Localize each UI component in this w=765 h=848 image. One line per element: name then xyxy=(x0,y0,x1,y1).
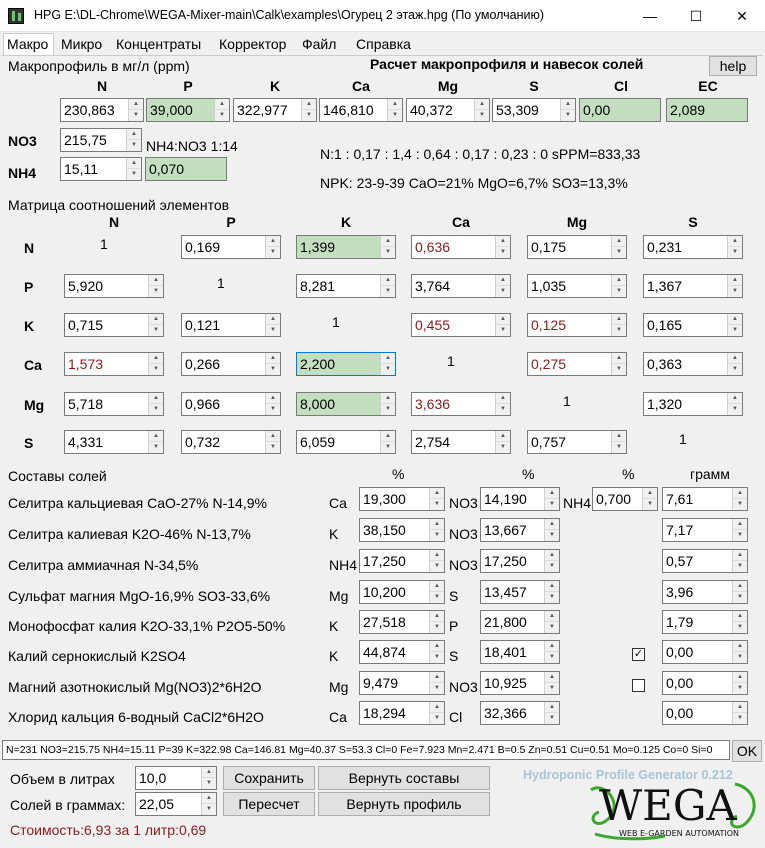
salt-value1-0-arrows[interactable]: ▲ ▼ xyxy=(429,488,444,510)
macro-header-0: N xyxy=(96,78,108,94)
salt-value2-1-arrows[interactable]: ▲ ▼ xyxy=(544,519,559,541)
salt-value1-2-value: 17,250 xyxy=(363,553,406,569)
pct-header-1: % xyxy=(392,466,405,482)
matrix-cell-0-3[interactable] xyxy=(411,235,511,259)
matrix-cell-1-3[interactable] xyxy=(411,274,511,298)
matrix-cell-2-5-value: 0,165 xyxy=(647,317,683,333)
macro-header-4: Mg xyxy=(437,78,459,94)
matrix-row-header-5: S xyxy=(24,435,34,451)
app-icon xyxy=(8,8,24,24)
matrix-cell-1-2-value: 8,281 xyxy=(300,278,336,294)
matrix-row-header-0: N xyxy=(24,240,35,256)
tab-micro[interactable]: Микро xyxy=(61,36,103,52)
matrix-cell-4-3-value: 3,636 xyxy=(415,396,451,412)
matrix-cell-1-4-arrows[interactable]: ▲ ▼ xyxy=(611,275,626,297)
matrix-cell-2-4-value: 0,125 xyxy=(531,317,567,333)
matrix-cell-4-1[interactable] xyxy=(181,392,281,416)
salt-value2-4-arrows[interactable]: ▲ ▼ xyxy=(544,611,559,633)
matrix-cell-3-1[interactable] xyxy=(181,352,281,376)
salt-value2-7-value: 32,366 xyxy=(484,705,527,721)
salt-value3-0-value: 0,700 xyxy=(596,491,632,507)
matrix-cell-3-2[interactable] xyxy=(296,352,396,376)
salt-value1-1[interactable] xyxy=(359,518,445,542)
salt-value2-2-value: 17,250 xyxy=(484,553,527,569)
salt-name-3: Сульфат магния MgO-16,9% SO3-33,6% xyxy=(8,588,271,604)
close-button[interactable]: ✕ xyxy=(736,8,748,24)
salt-value2-6-value: 10,925 xyxy=(484,675,527,691)
salt-value2-0-value: 14,190 xyxy=(484,491,527,507)
matrix-cell-3-1-arrows[interactable]: ▲ ▼ xyxy=(265,353,280,375)
matrix-cell-1-4-value: 1,035 xyxy=(531,278,567,294)
calc-heading: Расчет макропрофиля и навесок солей xyxy=(370,56,644,72)
salt-grams-4-arrows[interactable]: ▲ ▼ xyxy=(732,611,747,633)
salts-grams-label: Солей в граммах: xyxy=(10,797,126,813)
nh4-label: NH4 xyxy=(8,165,37,181)
salt-value1-3-value: 10,200 xyxy=(363,584,406,600)
wega-logo-subtitle: WEB E-GARDEN AUTOMATION xyxy=(619,829,739,838)
restore-profile-button[interactable]: Вернуть профиль xyxy=(318,792,490,816)
macro-value-4-arrows[interactable]: ▲ ▼ xyxy=(474,99,489,121)
matrix-cell-5-3-arrows[interactable]: ▲ ▼ xyxy=(495,431,510,453)
volume-label: Объем в литрах xyxy=(10,771,115,787)
salt-value2-5-arrows[interactable]: ▲ ▼ xyxy=(544,641,559,663)
macro-value-2-value: 322,977 xyxy=(237,102,288,118)
salt-element2-7: Cl xyxy=(449,709,463,725)
salt-grams-4-value: 1,79 xyxy=(666,614,694,630)
matrix-cell-5-0-value: 4,331 xyxy=(68,434,104,450)
salt-value2-3-arrows[interactable]: ▲ ▼ xyxy=(544,581,559,603)
matrix-cell-2-3[interactable] xyxy=(411,313,511,337)
salt-value2-4[interactable] xyxy=(480,610,560,634)
salt-element1-0: Ca xyxy=(329,495,347,511)
matrix-label: Матрица соотношений элементов xyxy=(8,197,230,213)
macro-value-2[interactable] xyxy=(233,98,317,122)
matrix-cell-5-2-arrows[interactable]: ▲ ▼ xyxy=(380,431,395,453)
macro-value-0-value: 230,863 xyxy=(64,102,115,118)
restore-compositions-button[interactable]: Вернуть составы xyxy=(318,766,490,790)
salt-value1-3[interactable] xyxy=(359,580,445,604)
gram-header: грамм xyxy=(690,466,730,482)
matrix-cell-0-1-value: 0,169 xyxy=(185,239,221,255)
matrix-cell-3-2-arrows[interactable]: ▲ ▼ xyxy=(380,353,395,375)
matrix-cell-5-4-value: 0,757 xyxy=(531,434,567,450)
salt-value1-5-arrows[interactable]: ▲ ▼ xyxy=(429,641,444,663)
matrix-cell-4-1-value: 0,966 xyxy=(185,396,221,412)
matrix-col-header-5: S xyxy=(688,214,698,230)
maximize-button[interactable]: ☐ xyxy=(689,8,703,24)
salt-grams-6-value: 0,00 xyxy=(666,675,694,691)
matrix-diagonal-4: 1 xyxy=(563,393,571,409)
macro-header-1: P xyxy=(183,78,193,94)
matrix-cell-5-2[interactable] xyxy=(296,430,396,454)
salt-grams-1-value: 7,17 xyxy=(666,522,694,538)
salt-value2-2-arrows[interactable]: ▲ ▼ xyxy=(544,550,559,572)
matrix-cell-4-3-arrows[interactable]: ▲ ▼ xyxy=(495,393,510,415)
matrix-diagonal-2: 1 xyxy=(332,314,340,330)
matrix-cell-2-5[interactable] xyxy=(643,313,743,337)
matrix-cell-5-0[interactable] xyxy=(64,430,164,454)
salt-grams-2[interactable] xyxy=(662,549,748,573)
salt-grams-0[interactable] xyxy=(662,487,748,511)
matrix-col-header-0: N xyxy=(108,214,120,230)
salt-value2-3-value: 13,457 xyxy=(484,584,527,600)
matrix-row-header-1: P xyxy=(24,279,34,295)
matrix-cell-1-5-arrows[interactable]: ▲ ▼ xyxy=(727,275,742,297)
macro-value-1-arrows[interactable]: ▲ ▼ xyxy=(214,99,229,121)
matrix-cell-4-2-arrows[interactable]: ▲ ▼ xyxy=(380,393,395,415)
matrix-diagonal-5: 1 xyxy=(679,431,687,447)
title-bar xyxy=(0,0,765,32)
matrix-cell-0-3-arrows[interactable]: ▲ ▼ xyxy=(495,236,510,258)
salt-grams-7-value: 0,00 xyxy=(666,705,694,721)
matrix-cell-0-5-value: 0,231 xyxy=(647,239,683,255)
salt-value1-5-value: 44,874 xyxy=(363,644,406,660)
matrix-cell-4-5-arrows[interactable]: ▲ ▼ xyxy=(727,393,742,415)
salt-grams-0-arrows[interactable]: ▲ ▼ xyxy=(732,488,747,510)
salt-grams-5-value: 0,00 xyxy=(666,644,694,660)
matrix-cell-1-3-value: 3,764 xyxy=(415,278,451,294)
cost-label: Стоимость:6,93 за 1 литр:0,69 xyxy=(10,822,207,838)
salt-value2-5-value: 18,401 xyxy=(484,644,527,660)
matrix-cell-3-5[interactable] xyxy=(643,352,743,376)
salt-grams-6-arrows[interactable]: ▲ ▼ xyxy=(732,672,747,694)
matrix-cell-5-1-value: 0,732 xyxy=(185,434,221,450)
salt-element2-2: NO3 xyxy=(449,557,478,573)
matrix-cell-3-0[interactable] xyxy=(64,352,164,376)
matrix-cell-3-4[interactable] xyxy=(527,352,627,376)
matrix-cell-0-2-value: 1,399 xyxy=(300,239,336,255)
salt-value2-0[interactable] xyxy=(480,487,560,511)
macro-value-1[interactable] xyxy=(146,98,230,122)
no3-label: NO3 xyxy=(8,133,37,149)
salt-element1-2: NH4 xyxy=(329,557,358,573)
matrix-cell-5-3[interactable] xyxy=(411,430,511,454)
matrix-cell-1-0-arrows[interactable]: ▲ ▼ xyxy=(148,275,163,297)
tab-macro[interactable]: Макро xyxy=(3,33,54,56)
salt-element1-1: K xyxy=(329,526,339,542)
salt-value2-6[interactable] xyxy=(480,671,560,695)
minimize-button[interactable]: — xyxy=(643,8,657,24)
salts-label: Составы солей xyxy=(8,468,107,484)
version-label: Hydroponic Profile Generator 0.212 xyxy=(523,768,733,782)
matrix-cell-5-3-value: 2,754 xyxy=(415,434,451,450)
matrix-cell-0-5-arrows[interactable]: ▲ ▼ xyxy=(727,236,742,258)
matrix-cell-0-3-value: 0,636 xyxy=(415,239,451,255)
pct-header-3: % xyxy=(622,466,635,482)
volume-spin[interactable]: 10,0 ▲ ▼ xyxy=(135,766,217,790)
help-button[interactable]: help xyxy=(709,56,757,76)
matrix-cell-1-3-arrows[interactable]: ▲ ▼ xyxy=(495,275,510,297)
macro-value-4-value: 40,372 xyxy=(410,102,453,118)
matrix-cell-4-0-arrows[interactable]: ▲ ▼ xyxy=(148,393,163,415)
macro-header-6: Cl xyxy=(614,78,628,94)
tab-help[interactable]: Справка xyxy=(356,36,411,52)
salt-value1-0[interactable] xyxy=(359,487,445,511)
matrix-cell-5-4[interactable] xyxy=(527,430,627,454)
macro-value-4[interactable] xyxy=(406,98,490,122)
wega-logo xyxy=(585,776,763,844)
npk-line: NPK: 23-9-39 CaO=21% MgO=6,7% SO3=13,3% xyxy=(320,175,628,191)
salt-name-4: Монофосфат калия K2O-33,1% P2O5-50% xyxy=(8,618,286,634)
matrix-cell-5-2-value: 6,059 xyxy=(300,434,336,450)
matrix-cell-4-2-value: 8,000 xyxy=(300,396,336,412)
salt-grams-1-arrows[interactable]: ▲ ▼ xyxy=(732,519,747,541)
matrix-cell-4-1-arrows[interactable]: ▲ ▼ xyxy=(265,393,280,415)
salt-element1-7: Ca xyxy=(329,709,347,725)
salt-name-5: Калий сернокислый K2SO4 xyxy=(8,648,186,664)
matrix-cell-2-0-arrows[interactable]: ▲ ▼ xyxy=(148,314,163,336)
matrix-cell-1-2-arrows[interactable]: ▲ ▼ xyxy=(380,275,395,297)
salt-grams-3-arrows[interactable]: ▲ ▼ xyxy=(732,581,747,603)
ratio-line: N:1 : 0,17 : 1,4 : 0,64 : 0,17 : 0,23 : 0 sPPM=833,33 xyxy=(320,146,641,162)
matrix-cell-3-5-value: 0,363 xyxy=(647,356,683,372)
wega-logo-text: WEGA xyxy=(599,781,737,830)
salt-value2-1[interactable] xyxy=(480,518,560,542)
salt-value2-7-arrows[interactable]: ▲ ▼ xyxy=(544,702,559,724)
nh4-ratio-field[interactable]: 0,070 xyxy=(145,157,227,181)
matrix-diagonal-1: 1 xyxy=(217,275,225,291)
tab-file[interactable]: Файл xyxy=(302,36,337,52)
matrix-cell-0-4[interactable] xyxy=(527,235,627,259)
salt-grams-3-value: 3,96 xyxy=(666,584,694,600)
matrix-cell-2-5-arrows[interactable]: ▲ ▼ xyxy=(727,314,742,336)
salt-value1-6-arrows[interactable]: ▲ ▼ xyxy=(429,672,444,694)
salt-value2-0-arrows[interactable]: ▲ ▼ xyxy=(544,488,559,510)
tab-corrector[interactable]: Корректор xyxy=(219,36,287,52)
matrix-cell-3-0-value: 1,573 xyxy=(68,356,104,372)
matrix-cell-2-3-value: 0,455 xyxy=(415,317,451,333)
macro-header-2: K xyxy=(269,78,281,94)
matrix-cell-2-1-value: 0,121 xyxy=(185,317,221,333)
salt-element1-5: K xyxy=(329,648,339,664)
salt-value1-5[interactable] xyxy=(359,640,445,664)
salt-name-7: Хлорид кальция 6-водный CaCl2*6H2O xyxy=(8,709,264,725)
salt-grams-5[interactable] xyxy=(662,640,748,664)
window-title: HPG E:\DL-Chrome\WEGA-Mixer-main\Calk\examples\Огурец 2 этаж.hpg (По умолчанию) xyxy=(34,8,545,22)
matrix-cell-5-4-arrows[interactable]: ▲ ▼ xyxy=(611,431,626,453)
macro-value-6[interactable]: 0,00 xyxy=(579,98,661,122)
matrix-cell-4-0-value: 5,718 xyxy=(68,396,104,412)
matrix-cell-0-1[interactable] xyxy=(181,235,281,259)
salt-value1-7[interactable] xyxy=(359,701,445,725)
macro-value-5[interactable] xyxy=(492,98,576,122)
matrix-cell-1-0[interactable] xyxy=(64,274,164,298)
salt-grams-2-value: 0,57 xyxy=(666,553,694,569)
matrix-cell-3-0-arrows[interactable]: ▲ ▼ xyxy=(148,353,163,375)
save-button[interactable]: Сохранить xyxy=(223,766,315,790)
matrix-row-header-3: Ca xyxy=(24,357,42,373)
nh4-no3-ratio: NH4:NO3 1:14 xyxy=(146,138,238,154)
matrix-cell-4-5[interactable] xyxy=(643,392,743,416)
salt-element2-6: NO3 xyxy=(449,679,478,695)
salt-checkbox-6[interactable] xyxy=(632,679,645,692)
no3-spin[interactable]: 215,75 ▲ ▼ xyxy=(60,128,142,152)
matrix-cell-3-1-value: 0,266 xyxy=(185,356,221,372)
salt-value2-6-arrows[interactable]: ▲ ▼ xyxy=(544,672,559,694)
salt-element3-0: NH4 xyxy=(563,495,592,511)
matrix-cell-2-4-arrows[interactable]: ▲ ▼ xyxy=(611,314,626,336)
tab-concentrates[interactable]: Концентраты xyxy=(116,36,202,52)
matrix-row-header-4: Mg xyxy=(24,397,45,413)
salt-value1-7-arrows[interactable]: ▲ ▼ xyxy=(429,702,444,724)
salts-grams-spin[interactable]: 22,05 ▲ ▼ xyxy=(135,792,217,816)
matrix-diagonal-0: 1 xyxy=(100,236,108,252)
macro-profile-label: Макропрофиль в мг/л (ppm) xyxy=(8,58,190,74)
salt-value1-6-value: 9,479 xyxy=(363,675,399,691)
salt-value1-2-arrows[interactable]: ▲ ▼ xyxy=(429,550,444,572)
macro-value-7[interactable]: 2,089 xyxy=(666,98,748,122)
macro-value-5-arrows[interactable]: ▲ ▼ xyxy=(560,99,575,121)
matrix-cell-2-0[interactable] xyxy=(64,313,164,337)
macro-value-3-arrows[interactable]: ▲ ▼ xyxy=(387,99,402,121)
salt-grams-0-value: 7,61 xyxy=(666,491,694,507)
salt-value1-7-value: 18,294 xyxy=(363,705,406,721)
salt-value2-1-value: 13,667 xyxy=(484,522,527,538)
matrix-col-header-1: P xyxy=(226,214,236,230)
salt-value2-2[interactable] xyxy=(480,549,560,573)
salt-value3-0-arrows[interactable]: ▲ ▼ xyxy=(642,488,657,510)
profile-status-line: N=231 NO3=215.75 NH4=15.11 P=39 K=322.98 Ca=146.81 Mg=40.37 S=53.3 Cl=0 Fe=7.923 Mn=2.471 B=0.5 Zn=0.51 Cu=0.51 Mo=0.125 Co=0 Si=0 xyxy=(2,740,730,760)
macro-header-3: Ca xyxy=(352,78,370,94)
salt-value2-5[interactable] xyxy=(480,640,560,664)
salt-grams-3[interactable] xyxy=(662,580,748,604)
salt-value1-1-value: 38,150 xyxy=(363,522,406,538)
matrix-col-header-3: Ca xyxy=(452,214,470,230)
matrix-cell-1-4[interactable] xyxy=(527,274,627,298)
salt-element1-3: Mg xyxy=(329,588,349,604)
salt-element2-3: S xyxy=(449,588,459,604)
matrix-cell-5-1-arrows[interactable]: ▲ ▼ xyxy=(265,431,280,453)
macro-value-3[interactable] xyxy=(319,98,403,122)
macro-value-2-arrows[interactable]: ▲ ▼ xyxy=(301,99,316,121)
matrix-row-header-2: K xyxy=(24,318,35,334)
salt-element2-5: S xyxy=(449,648,459,664)
matrix-cell-2-3-arrows[interactable]: ▲ ▼ xyxy=(495,314,510,336)
matrix-col-header-2: K xyxy=(340,214,352,230)
matrix-cell-0-2-arrows[interactable]: ▲ ▼ xyxy=(380,236,395,258)
salt-value3-0[interactable] xyxy=(592,487,658,511)
salt-value1-4[interactable] xyxy=(359,610,445,634)
macro-value-3-value: 146,810 xyxy=(323,102,374,118)
recalc-button[interactable]: Пересчет xyxy=(223,792,315,816)
matrix-cell-3-2-value: 2,200 xyxy=(300,356,336,372)
salt-value1-3-arrows[interactable]: ▲ ▼ xyxy=(429,581,444,603)
salt-name-2: Селитра аммиачная N-34,5% xyxy=(8,557,199,573)
matrix-cell-3-4-arrows[interactable]: ▲ ▼ xyxy=(611,353,626,375)
matrix-cell-0-4-arrows[interactable]: ▲ ▼ xyxy=(611,236,626,258)
salt-value2-4-value: 21,800 xyxy=(484,614,527,630)
matrix-cell-0-5[interactable] xyxy=(643,235,743,259)
matrix-cell-3-4-value: 0,275 xyxy=(531,356,567,372)
matrix-cell-0-4-value: 0,175 xyxy=(531,239,567,255)
macro-value-5-value: 53,309 xyxy=(496,102,539,118)
matrix-cell-4-0[interactable] xyxy=(64,392,164,416)
salt-value1-2[interactable] xyxy=(359,549,445,573)
matrix-col-header-4: Mg xyxy=(566,214,588,230)
salt-grams-7[interactable] xyxy=(662,701,748,725)
matrix-cell-1-5[interactable] xyxy=(643,274,743,298)
matrix-cell-3-5-arrows[interactable]: ▲ ▼ xyxy=(727,353,742,375)
matrix-cell-2-4[interactable] xyxy=(527,313,627,337)
nh4-spin[interactable]: 15,11 ▲ ▼ xyxy=(60,157,142,181)
matrix-cell-1-0-value: 5,920 xyxy=(68,278,104,294)
pct-header-2: % xyxy=(522,466,535,482)
salt-element2-0: NO3 xyxy=(449,495,478,511)
salt-element1-4: K xyxy=(329,618,339,634)
macro-value-0-arrows[interactable]: ▲ ▼ xyxy=(128,99,143,121)
matrix-cell-2-1-arrows[interactable]: ▲ ▼ xyxy=(265,314,280,336)
matrix-cell-1-2[interactable] xyxy=(296,274,396,298)
salt-value1-0-value: 19,300 xyxy=(363,491,406,507)
matrix-cell-5-0-arrows[interactable]: ▲ ▼ xyxy=(148,431,163,453)
ok-button[interactable]: OK xyxy=(732,740,762,762)
salt-value1-4-arrows[interactable]: ▲ ▼ xyxy=(429,611,444,633)
salt-name-0: Селитра кальциевая CaO-27% N-14,9% xyxy=(8,495,267,511)
matrix-cell-4-2[interactable] xyxy=(296,392,396,416)
matrix-cell-2-0-value: 0,715 xyxy=(68,317,104,333)
salt-value1-6[interactable] xyxy=(359,671,445,695)
salt-value1-1-arrows[interactable]: ▲ ▼ xyxy=(429,519,444,541)
matrix-cell-4-3[interactable] xyxy=(411,392,511,416)
salt-grams-7-arrows[interactable]: ▲ ▼ xyxy=(732,702,747,724)
salt-grams-6[interactable] xyxy=(662,671,748,695)
salt-value2-7[interactable] xyxy=(480,701,560,725)
salt-value2-3[interactable] xyxy=(480,580,560,604)
matrix-cell-0-2[interactable] xyxy=(296,235,396,259)
matrix-cell-4-5-value: 1,320 xyxy=(647,396,683,412)
macro-header-5: S xyxy=(529,78,539,94)
matrix-cell-5-1[interactable] xyxy=(181,430,281,454)
salt-element1-6: Mg xyxy=(329,679,349,695)
salt-value1-4-value: 27,518 xyxy=(363,614,406,630)
matrix-diagonal-3: 1 xyxy=(447,353,455,369)
salt-checkbox-5[interactable]: ✓ xyxy=(633,648,644,660)
macro-value-0[interactable] xyxy=(60,98,144,122)
matrix-cell-1-5-value: 1,367 xyxy=(647,278,683,294)
salt-grams-1[interactable] xyxy=(662,518,748,542)
salt-grams-5-arrows[interactable]: ▲ ▼ xyxy=(732,641,747,663)
salt-name-6: Магний азотнокислый Mg(NO3)2*6H2O xyxy=(8,679,262,695)
salt-element2-1: NO3 xyxy=(449,526,478,542)
macro-value-1-value: 39,000 xyxy=(150,102,193,118)
salt-grams-4[interactable] xyxy=(662,610,748,634)
matrix-cell-0-1-arrows[interactable]: ▲ ▼ xyxy=(265,236,280,258)
matrix-cell-2-1[interactable] xyxy=(181,313,281,337)
salt-name-1: Селитра калиевая K2O-46% N-13,7% xyxy=(8,526,251,542)
macro-header-7: EC xyxy=(698,78,718,94)
salt-grams-2-arrows[interactable]: ▲ ▼ xyxy=(732,550,747,572)
salt-element2-4: P xyxy=(449,618,459,634)
